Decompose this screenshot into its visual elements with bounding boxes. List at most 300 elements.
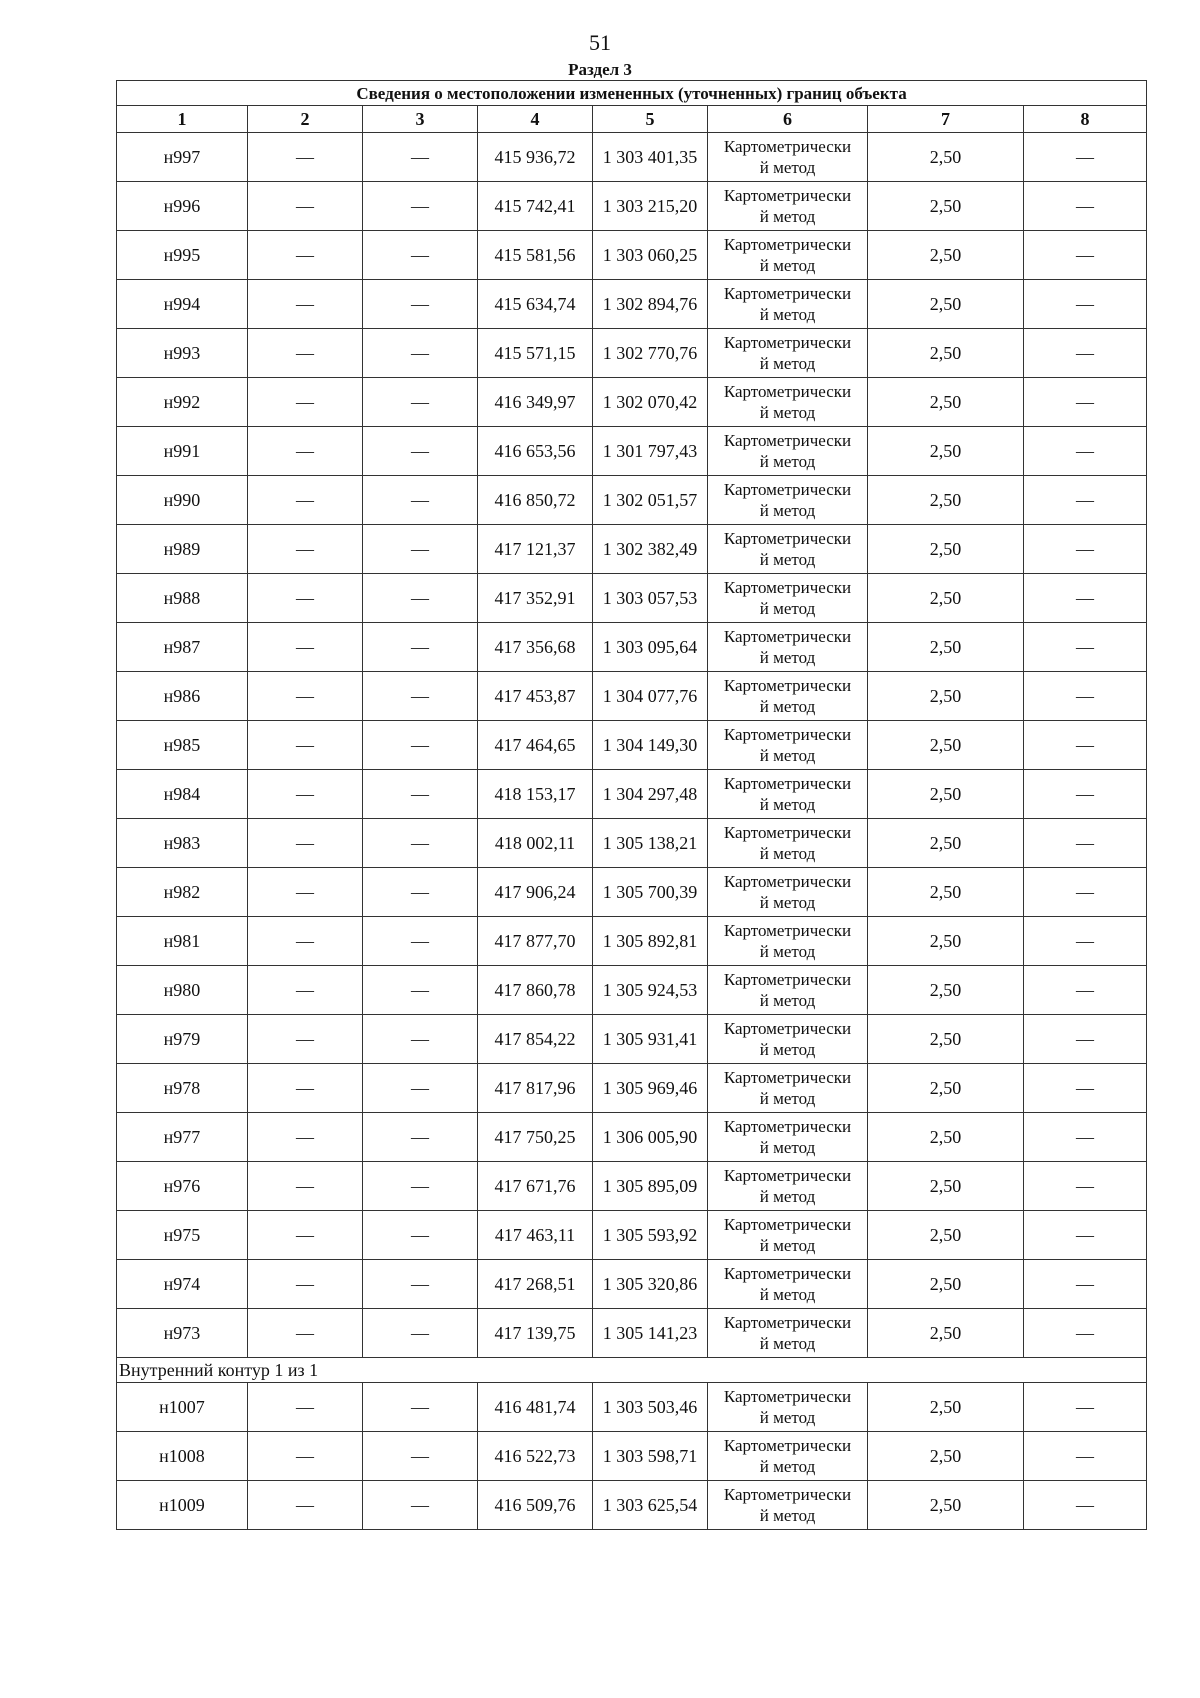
method-text-line1: Картометрически (723, 1117, 852, 1136)
method-text-line2: й метод (759, 207, 816, 226)
accuracy-cell: 2,50 (868, 868, 1024, 917)
dash-cell: — (248, 1015, 363, 1064)
dash-cell: — (1024, 1211, 1147, 1260)
column-number: 7 (868, 106, 1024, 133)
table-row (117, 721, 1147, 770)
dash-cell: — (363, 574, 478, 623)
accuracy-cell: 2,50 (868, 672, 1024, 721)
x-coordinate-cell: 416 481,74 (478, 1383, 593, 1432)
accuracy-cell: 2,50 (868, 1309, 1024, 1358)
dash-cell: — (248, 476, 363, 525)
accuracy-cell: 2,50 (868, 1260, 1024, 1309)
method-text-line2: й метод (759, 844, 816, 863)
dash-cell: — (363, 231, 478, 280)
dash-cell: — (1024, 525, 1147, 574)
method-cell (708, 623, 868, 672)
x-coordinate-cell: 416 850,72 (478, 476, 593, 525)
dash-cell: — (1024, 133, 1147, 182)
accuracy-cell: 2,50 (868, 182, 1024, 231)
dash-cell: — (248, 231, 363, 280)
dash-cell: — (363, 133, 478, 182)
dash-cell: — (248, 819, 363, 868)
x-coordinate-cell: 417 854,22 (478, 1015, 593, 1064)
table-row (117, 574, 1147, 623)
column-number: 8 (1024, 106, 1147, 133)
dash-cell: — (248, 574, 363, 623)
table-row (117, 623, 1147, 672)
x-coordinate-cell: 415 742,41 (478, 182, 593, 231)
point-id-cell: н981 (117, 917, 248, 966)
method-text-line1: Картометрически (723, 1485, 852, 1504)
page-number: 51 (589, 30, 611, 55)
y-coordinate-cell: 1 303 598,71 (593, 1432, 708, 1481)
point-id-cell: н976 (117, 1162, 248, 1211)
method-cell (708, 966, 868, 1015)
method-cell (708, 1383, 868, 1432)
method-text-line2: й метод (759, 1187, 816, 1206)
accuracy-cell: 2,50 (868, 476, 1024, 525)
method-cell (708, 280, 868, 329)
table-row (117, 819, 1147, 868)
column-number: 3 (363, 106, 478, 133)
method-text-line1: Картометрически (723, 1313, 852, 1332)
x-coordinate-cell: 415 634,74 (478, 280, 593, 329)
dash-cell: — (363, 868, 478, 917)
dash-cell: — (248, 868, 363, 917)
accuracy-cell: 2,50 (868, 231, 1024, 280)
table-row (117, 427, 1147, 476)
dash-cell: — (248, 427, 363, 476)
accuracy-cell: 2,50 (868, 917, 1024, 966)
y-coordinate-cell: 1 304 149,30 (593, 721, 708, 770)
dash-cell: — (1024, 1113, 1147, 1162)
accuracy-cell: 2,50 (868, 966, 1024, 1015)
accuracy-cell: 2,50 (868, 1481, 1024, 1530)
y-coordinate-cell: 1 302 770,76 (593, 329, 708, 378)
accuracy-cell: 2,50 (868, 770, 1024, 819)
point-id-cell: н988 (117, 574, 248, 623)
table-row (117, 329, 1147, 378)
column-number: 5 (593, 106, 708, 133)
dash-cell: — (248, 182, 363, 231)
method-text-line2: й метод (759, 1506, 816, 1525)
y-coordinate-cell: 1 305 320,86 (593, 1260, 708, 1309)
accuracy-cell: 2,50 (868, 574, 1024, 623)
point-id-cell: н997 (117, 133, 248, 182)
y-coordinate-cell: 1 305 895,09 (593, 1162, 708, 1211)
point-id-cell: н1009 (117, 1481, 248, 1530)
dash-cell: — (1024, 672, 1147, 721)
table-row (117, 1432, 1147, 1481)
y-coordinate-cell: 1 304 077,76 (593, 672, 708, 721)
method-text-line2: й метод (759, 746, 816, 765)
method-text-line2: й метод (759, 1138, 816, 1157)
y-coordinate-cell: 1 303 095,64 (593, 623, 708, 672)
table-row (117, 1260, 1147, 1309)
dash-cell: — (248, 966, 363, 1015)
table-row (117, 182, 1147, 231)
method-cell (708, 1162, 868, 1211)
contour-label: Внутренний контур 1 из 1 (117, 1358, 1147, 1383)
method-text-line2: й метод (759, 991, 816, 1010)
dash-cell: — (1024, 868, 1147, 917)
dash-cell: — (248, 1309, 363, 1358)
dash-cell: — (248, 1432, 363, 1481)
method-text-line1: Картометрически (723, 137, 852, 156)
method-text-line1: Картометрически (723, 1215, 852, 1234)
dash-cell: — (248, 1064, 363, 1113)
accuracy-cell: 2,50 (868, 721, 1024, 770)
dash-cell: — (248, 133, 363, 182)
point-id-cell: н990 (117, 476, 248, 525)
point-id-cell: н996 (117, 182, 248, 231)
dash-cell: — (363, 329, 478, 378)
table-row (117, 133, 1147, 182)
dash-cell: — (248, 378, 363, 427)
accuracy-cell: 2,50 (868, 1383, 1024, 1432)
method-cell (708, 819, 868, 868)
table-row (117, 1211, 1147, 1260)
dash-cell: — (363, 525, 478, 574)
x-coordinate-cell: 417 860,78 (478, 966, 593, 1015)
point-id-cell: н983 (117, 819, 248, 868)
method-text-line1: Картометрически (723, 284, 852, 303)
method-text-line1: Картометрически (723, 676, 852, 695)
dash-cell: — (1024, 1309, 1147, 1358)
point-id-cell: н995 (117, 231, 248, 280)
table-row (117, 672, 1147, 721)
method-cell (708, 1064, 868, 1113)
method-text-line2: й метод (759, 550, 816, 569)
method-text-line1: Картометрически (723, 431, 852, 450)
dash-cell: — (363, 819, 478, 868)
point-id-cell: н982 (117, 868, 248, 917)
dash-cell: — (1024, 280, 1147, 329)
accuracy-cell: 2,50 (868, 525, 1024, 574)
method-cell (708, 1113, 868, 1162)
table-caption: Сведения о местоположении измененных (уточненных) границ объекта (117, 81, 1147, 106)
accuracy-cell: 2,50 (868, 623, 1024, 672)
dash-cell: — (248, 1481, 363, 1530)
x-coordinate-cell: 415 936,72 (478, 133, 593, 182)
point-id-cell: н987 (117, 623, 248, 672)
method-text-line2: й метод (759, 1236, 816, 1255)
method-cell (708, 1481, 868, 1530)
method-text-line2: й метод (759, 305, 816, 324)
method-text-line2: й метод (759, 452, 816, 471)
table-row (117, 1162, 1147, 1211)
y-coordinate-cell: 1 302 070,42 (593, 378, 708, 427)
accuracy-cell: 2,50 (868, 133, 1024, 182)
point-id-cell: н980 (117, 966, 248, 1015)
dash-cell: — (363, 770, 478, 819)
method-cell (708, 525, 868, 574)
method-text-line1: Картометрически (723, 333, 852, 352)
method-text-line2: й метод (759, 795, 816, 814)
point-id-cell: н994 (117, 280, 248, 329)
point-id-cell: н975 (117, 1211, 248, 1260)
y-coordinate-cell: 1 305 141,23 (593, 1309, 708, 1358)
dash-cell: — (1024, 231, 1147, 280)
x-coordinate-cell: 417 356,68 (478, 623, 593, 672)
method-cell (708, 917, 868, 966)
x-coordinate-cell: 417 906,24 (478, 868, 593, 917)
method-text-line2: й метод (759, 697, 816, 716)
x-coordinate-cell: 417 464,65 (478, 721, 593, 770)
method-text-line2: й метод (759, 1334, 816, 1353)
x-coordinate-cell: 418 002,11 (478, 819, 593, 868)
point-id-cell: н977 (117, 1113, 248, 1162)
table-row (117, 770, 1147, 819)
accuracy-cell: 2,50 (868, 819, 1024, 868)
method-text-line2: й метод (759, 256, 816, 275)
point-id-cell: н1007 (117, 1383, 248, 1432)
method-text-line1: Картометрически (723, 970, 852, 989)
method-text-line1: Картометрически (723, 1019, 852, 1038)
x-coordinate-cell: 417 750,25 (478, 1113, 593, 1162)
dash-cell: — (1024, 1481, 1147, 1530)
y-coordinate-cell: 1 305 969,46 (593, 1064, 708, 1113)
method-cell (708, 1260, 868, 1309)
dash-cell: — (1024, 966, 1147, 1015)
dash-cell: — (363, 1162, 478, 1211)
x-coordinate-cell: 417 671,76 (478, 1162, 593, 1211)
point-id-cell: н989 (117, 525, 248, 574)
dash-cell: — (1024, 917, 1147, 966)
method-cell (708, 1309, 868, 1358)
method-text-line2: й метод (759, 501, 816, 520)
contour-label-row (117, 1358, 1147, 1383)
dash-cell: — (1024, 721, 1147, 770)
column-number: 6 (708, 106, 868, 133)
dash-cell: — (1024, 378, 1147, 427)
accuracy-cell: 2,50 (868, 427, 1024, 476)
dash-cell: — (363, 1309, 478, 1358)
y-coordinate-cell: 1 302 051,57 (593, 476, 708, 525)
y-coordinate-cell: 1 303 401,35 (593, 133, 708, 182)
x-coordinate-cell: 417 453,87 (478, 672, 593, 721)
x-coordinate-cell: 417 817,96 (478, 1064, 593, 1113)
boundary-coordinates-table (116, 80, 1147, 1530)
method-text-line2: й метод (759, 648, 816, 667)
dash-cell: — (363, 378, 478, 427)
method-text-line1: Картометрически (723, 480, 852, 499)
dash-cell: — (1024, 182, 1147, 231)
point-id-cell: н973 (117, 1309, 248, 1358)
method-text-line1: Картометрически (723, 529, 852, 548)
dash-cell: — (363, 1481, 478, 1530)
method-cell (708, 1015, 868, 1064)
dash-cell: — (248, 1211, 363, 1260)
x-coordinate-cell: 417 121,37 (478, 525, 593, 574)
dash-cell: — (363, 1113, 478, 1162)
y-coordinate-cell: 1 305 931,41 (593, 1015, 708, 1064)
y-coordinate-cell: 1 306 005,90 (593, 1113, 708, 1162)
x-coordinate-cell: 417 139,75 (478, 1309, 593, 1358)
dash-cell: — (363, 672, 478, 721)
x-coordinate-cell: 416 653,56 (478, 427, 593, 476)
column-number: 2 (248, 106, 363, 133)
method-text-line2: й метод (759, 942, 816, 961)
method-text-line1: Картометрически (723, 578, 852, 597)
x-coordinate-cell: 417 877,70 (478, 917, 593, 966)
x-coordinate-cell: 416 522,73 (478, 1432, 593, 1481)
accuracy-cell: 2,50 (868, 378, 1024, 427)
method-text-line2: й метод (759, 1040, 816, 1059)
table-row (117, 1481, 1147, 1530)
dash-cell: — (363, 1432, 478, 1481)
dash-cell: — (1024, 476, 1147, 525)
table-row (117, 1015, 1147, 1064)
x-coordinate-cell: 415 571,15 (478, 329, 593, 378)
dash-cell: — (248, 1113, 363, 1162)
accuracy-cell: 2,50 (868, 1113, 1024, 1162)
method-text-line1: Картометрически (723, 823, 852, 842)
point-id-cell: н993 (117, 329, 248, 378)
y-coordinate-cell: 1 303 057,53 (593, 574, 708, 623)
x-coordinate-cell: 415 581,56 (478, 231, 593, 280)
y-coordinate-cell: 1 303 060,25 (593, 231, 708, 280)
dash-cell: — (248, 525, 363, 574)
method-cell (708, 476, 868, 525)
point-id-cell: н984 (117, 770, 248, 819)
method-text-line2: й метод (759, 1457, 816, 1476)
table-row (117, 525, 1147, 574)
section-title: Раздел 3 (568, 60, 632, 79)
x-coordinate-cell: 417 268,51 (478, 1260, 593, 1309)
dash-cell: — (248, 1383, 363, 1432)
column-number-row (117, 106, 1147, 133)
x-coordinate-cell: 416 509,76 (478, 1481, 593, 1530)
dash-cell: — (1024, 1432, 1147, 1481)
x-coordinate-cell: 416 349,97 (478, 378, 593, 427)
method-text-line1: Картометрически (723, 235, 852, 254)
dash-cell: — (363, 427, 478, 476)
dash-cell: — (248, 1162, 363, 1211)
method-text-line2: й метод (759, 893, 816, 912)
y-coordinate-cell: 1 301 797,43 (593, 427, 708, 476)
x-coordinate-cell: 417 463,11 (478, 1211, 593, 1260)
method-text-line2: й метод (759, 403, 816, 422)
method-text-line1: Картометрически (723, 627, 852, 646)
table-row (117, 917, 1147, 966)
point-id-cell: н992 (117, 378, 248, 427)
accuracy-cell: 2,50 (868, 280, 1024, 329)
point-id-cell: н985 (117, 721, 248, 770)
dash-cell: — (363, 1064, 478, 1113)
dash-cell: — (363, 182, 478, 231)
point-id-cell: н1008 (117, 1432, 248, 1481)
dash-cell: — (363, 1211, 478, 1260)
dash-cell: — (1024, 1064, 1147, 1113)
method-cell (708, 231, 868, 280)
y-coordinate-cell: 1 305 593,92 (593, 1211, 708, 1260)
method-text-line1: Картометрически (723, 1264, 852, 1283)
y-coordinate-cell: 1 302 894,76 (593, 280, 708, 329)
dash-cell: — (248, 623, 363, 672)
method-cell (708, 1432, 868, 1481)
method-text-line1: Картометрически (723, 382, 852, 401)
dash-cell: — (248, 329, 363, 378)
accuracy-cell: 2,50 (868, 1211, 1024, 1260)
dash-cell: — (363, 1260, 478, 1309)
method-text-line1: Картометрически (723, 774, 852, 793)
accuracy-cell: 2,50 (868, 1432, 1024, 1481)
method-text-line2: й метод (759, 354, 816, 373)
column-number: 1 (117, 106, 248, 133)
method-cell (708, 721, 868, 770)
table-row (117, 280, 1147, 329)
x-coordinate-cell: 417 352,91 (478, 574, 593, 623)
method-cell (708, 868, 868, 917)
method-text-line2: й метод (759, 599, 816, 618)
y-coordinate-cell: 1 302 382,49 (593, 525, 708, 574)
dash-cell: — (1024, 770, 1147, 819)
dash-cell: — (248, 917, 363, 966)
method-text-line2: й метод (759, 1089, 816, 1108)
dash-cell: — (248, 672, 363, 721)
dash-cell: — (363, 280, 478, 329)
method-cell (708, 1211, 868, 1260)
method-cell (708, 182, 868, 231)
table-row (117, 231, 1147, 280)
table-row (117, 1113, 1147, 1162)
method-cell (708, 574, 868, 623)
table-row (117, 868, 1147, 917)
y-coordinate-cell: 1 303 503,46 (593, 1383, 708, 1432)
table-row (117, 966, 1147, 1015)
accuracy-cell: 2,50 (868, 1162, 1024, 1211)
dash-cell: — (363, 1383, 478, 1432)
method-cell (708, 378, 868, 427)
dash-cell: — (363, 721, 478, 770)
method-cell (708, 329, 868, 378)
method-cell (708, 133, 868, 182)
dash-cell: — (248, 770, 363, 819)
dash-cell: — (1024, 329, 1147, 378)
dash-cell: — (363, 623, 478, 672)
dash-cell: — (1024, 1015, 1147, 1064)
dash-cell: — (1024, 1162, 1147, 1211)
method-text-line1: Картометрически (723, 1068, 852, 1087)
dash-cell: — (1024, 427, 1147, 476)
x-coordinate-cell: 418 153,17 (478, 770, 593, 819)
dash-cell: — (1024, 1383, 1147, 1432)
accuracy-cell: 2,50 (868, 329, 1024, 378)
column-number: 4 (478, 106, 593, 133)
method-text-line2: й метод (759, 1285, 816, 1304)
dash-cell: — (1024, 574, 1147, 623)
dash-cell: — (363, 917, 478, 966)
table-row (117, 476, 1147, 525)
y-coordinate-cell: 1 305 892,81 (593, 917, 708, 966)
method-text-line1: Картометрически (723, 872, 852, 891)
method-cell (708, 672, 868, 721)
point-id-cell: н974 (117, 1260, 248, 1309)
table-row (117, 378, 1147, 427)
point-id-cell: н991 (117, 427, 248, 476)
y-coordinate-cell: 1 305 924,53 (593, 966, 708, 1015)
dash-cell: — (363, 1015, 478, 1064)
y-coordinate-cell: 1 304 297,48 (593, 770, 708, 819)
table-row (117, 1383, 1147, 1432)
method-cell (708, 770, 868, 819)
method-text-line1: Картометрически (723, 725, 852, 744)
point-id-cell: н979 (117, 1015, 248, 1064)
y-coordinate-cell: 1 303 215,20 (593, 182, 708, 231)
method-text-line1: Картометрически (723, 921, 852, 940)
dash-cell: — (1024, 1260, 1147, 1309)
